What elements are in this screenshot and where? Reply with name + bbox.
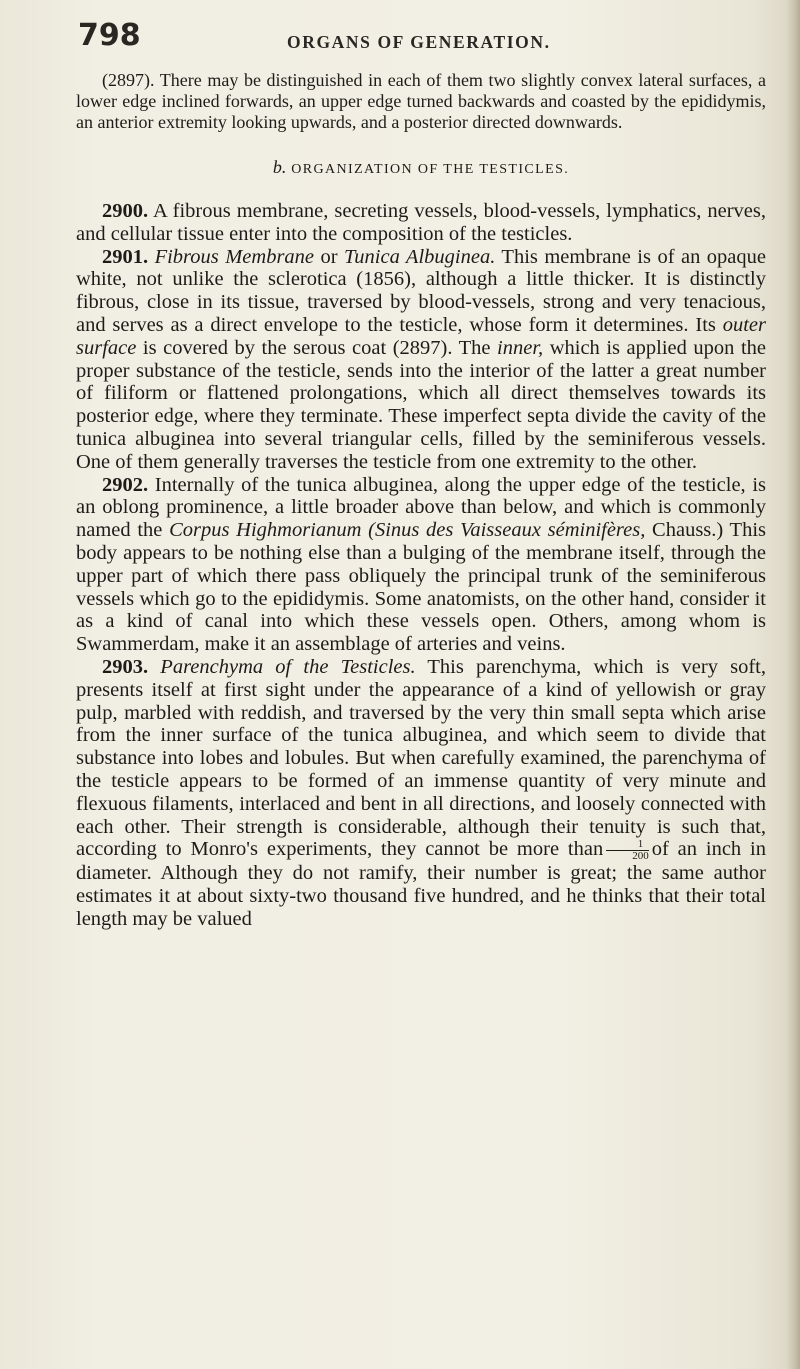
paragraph-text: which is applied upon the proper substance of the testicle, sends into the interior of the latter a great number of filiform or flattened prolongations, which all direct themselves towards its posterior edge, where they terminate. These imperfect septa divide the cavity of the tunica albuginea into several triangular cells, filled by the seminiferous vessels. One of them generally traverses the testicle from one extremity to the other.	[76, 336, 766, 473]
paragraph-text: Internally of the tunica albuginea, along the upper edge of the testicle, is an oblong prominence, a little broader above than below, and which is commonly named the	[76, 473, 766, 542]
term-parenchyma: Parenchyma of the Testicles.	[160, 655, 416, 678]
paragraph-2902	[76, 474, 766, 656]
paragraph-2900	[76, 200, 766, 246]
paragraph-text: This parenchyma, which is very soft, presents itself at first sight under the appearance of a kind of yellowish or gray pulp, marbled with reddish, and traversed by the very thin small septa which arise from the inner surface of the tunica albuginea, and which seem to divide that substance into lobes and lobules. But when carefully examined, the parenchyma of the testicle appears to be formed of an immense quantity of very minute and flexuous filaments, interlaced and bent in all directions, and loosely connected with each other. Their strength is considerable, although their tenuity is such that, according to Monro's experiments, they cannot be more than	[76, 655, 766, 861]
fraction	[606, 839, 649, 862]
paragraph-2901	[76, 246, 766, 474]
section-title: ORGANIZATION OF THE TESTICLES.	[291, 162, 570, 177]
term-corpus-highmorianum: Corpus Highmorianum (Sinus des Vaisseaux séminifères,	[169, 519, 646, 542]
section-letter: b.	[272, 157, 287, 177]
term-inner: inner,	[497, 336, 544, 359]
term-tunica-albuginea: Tunica Albuginea.	[344, 245, 496, 268]
term-fibrous-membrane: Fibrous Membrane	[154, 245, 315, 268]
term-outer-surface: outer surface	[76, 313, 766, 359]
paragraph-text: or	[314, 245, 345, 268]
paragraph-text: A fibrous membrane, secreting vessels, blood-vessels, lymphatics, nerves, and cellular tissue enter into the composition of the testicles.	[76, 200, 766, 245]
fraction-numerator: 1	[606, 839, 649, 851]
paragraph-number: 2900.	[102, 200, 149, 222]
paragraph-2897-text: (2897). There may be distinguished in each of them two slightly convex lateral surfaces, a lower edge inclined forwards, an upper edge turned backwards and coasted by the epididymis, an anterior extremity looking upwards, and a posterior directed downwards.	[76, 70, 766, 132]
paragraph-number: 2903.	[102, 655, 149, 678]
page-edge-shadow	[786, 0, 800, 1369]
paragraph-text: is covered by the serous coat (2897). The	[136, 336, 498, 359]
running-head: ORGANS OF GENERATION.	[287, 32, 551, 52]
paragraph-2897	[76, 70, 766, 133]
page-header	[78, 18, 768, 64]
paragraph-text: Chauss.) This body appears to be nothing else than a bulging of the membrane itself, through the upper part of which there pass obliquely the principal trunk of the seminiferous vessels which go to the epididymis. Some anatomists, on the other hand, consider it as a kind of canal into which these vessels open. Others, among whom is Swammerdam, make it an assemblage of arteries and veins.	[76, 519, 766, 656]
page-body	[76, 70, 766, 931]
paragraph-2903	[76, 656, 766, 931]
paragraph-number: 2901.	[102, 245, 149, 268]
section-heading	[76, 157, 766, 178]
paragraph-text: This membrane is of an opaque white, not unlike the sclerotica (1856), although a little thicker. It is distinctly fibrous, close in its tissue, traversed by blood-vessels, strong and very tenacious, and serves as a direct envelope to the testicle, whose form it determines. Its	[76, 245, 766, 336]
paragraph-number: 2902.	[102, 473, 149, 496]
page-number: 798	[78, 18, 141, 53]
paragraph-text: of an inch in diameter. Although they do not ramify, their number is great; the same author estimates it at about sixty-two thousand five hundred, and he thinks that their total length may be valued	[76, 838, 766, 930]
fraction-denominator: 200	[632, 850, 649, 863]
